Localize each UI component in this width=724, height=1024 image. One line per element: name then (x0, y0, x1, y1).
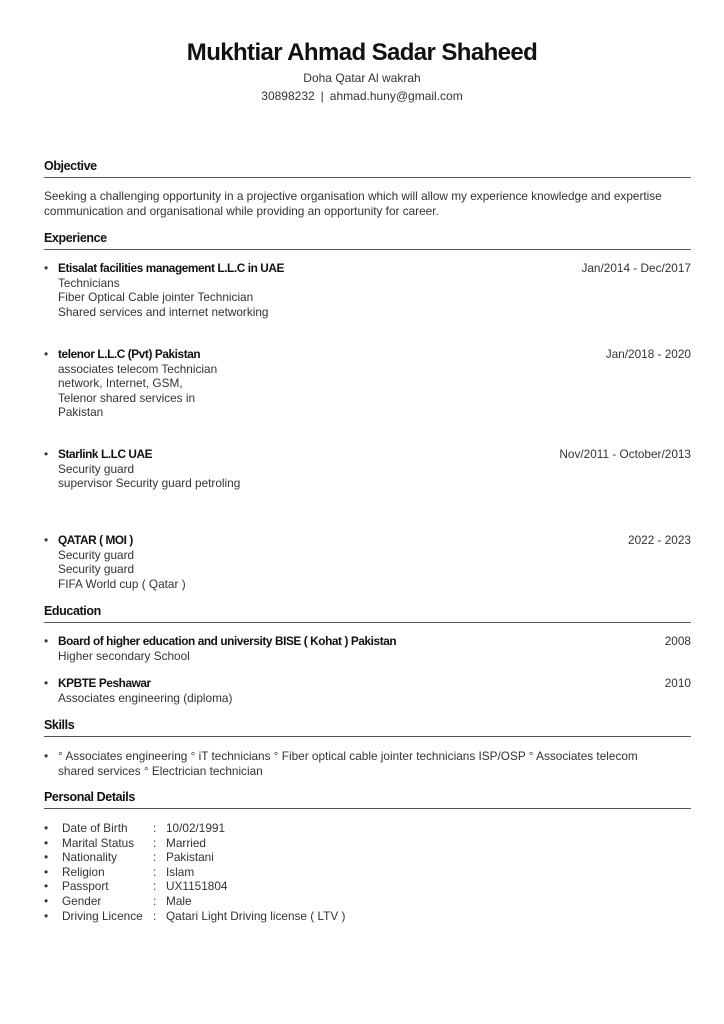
personal-detail-key: Religion (62, 864, 105, 879)
experience-entry (44, 447, 691, 491)
personal-detail-value: Pakistani (166, 850, 214, 865)
personal-detail-value: 10/02/1991 (166, 821, 226, 835)
skills-text-line: shared services ° Electrician technician (58, 763, 263, 778)
experience-entry (44, 261, 691, 319)
colon-separator: : (153, 864, 157, 879)
education-heading: Education (44, 604, 691, 623)
personal-details-heading: Personal Details (44, 790, 691, 809)
personal-detail-key: Marital Status (62, 835, 135, 850)
bullet-icon: • (44, 749, 49, 763)
experience-org: QATAR ( MOI ) (58, 533, 133, 547)
colon-separator: : (153, 850, 157, 865)
contact-line (0, 87, 724, 105)
education-institution: KPBTE Peshawar (58, 676, 151, 690)
experience-date: Jan/2018 - 2020 (605, 347, 691, 361)
experience-detail: Fiber Optical Cable jointer Technician (58, 290, 254, 304)
experience-detail: Shared services and internet networking (58, 304, 269, 319)
experience-heading: Experience (44, 231, 691, 250)
resume-header (0, 38, 724, 105)
personal-detail-value: Married (166, 835, 206, 850)
personal-detail-row (44, 879, 345, 894)
education-detail: Associates engineering (diploma) (58, 690, 233, 705)
bullet-icon: • (44, 634, 49, 648)
colon-separator: : (153, 908, 157, 923)
objective-text: Seeking a challenging opportunity in a projective organisation which will allow my experience knowledge and expertise communication and organisational while providing an opportunity for career. (44, 189, 662, 218)
bullet-icon: • (44, 676, 49, 690)
bullet-icon: • (44, 447, 49, 461)
personal-detail-row (44, 836, 345, 851)
colon-separator: : (153, 821, 157, 835)
personal-detail-row (44, 894, 345, 909)
education-entry (44, 676, 691, 705)
experience-org: Etisalat facilities management L.L.C in UAE (58, 261, 285, 275)
phone-number: 30898232 (261, 89, 315, 103)
experience-detail: associates telecom Technician (58, 361, 218, 376)
education-institution: Board of higher education and university BISE ( Kohat ) Pakistan (58, 634, 397, 648)
personal-detail-row (44, 865, 345, 880)
experience-detail: Security guard (58, 547, 135, 562)
experience-detail: Technicians (58, 275, 120, 290)
personal-detail-key: Date of Birth (62, 821, 128, 835)
experience-entry (44, 533, 691, 591)
personal-detail-value: Male (166, 893, 192, 908)
experience-detail: Security guard (58, 562, 135, 576)
colon-separator: : (153, 835, 157, 850)
bullet-icon: • (44, 864, 49, 879)
personal-detail-value: Islam (166, 864, 195, 879)
skills-entry (44, 749, 691, 778)
personal-detail-row (44, 850, 345, 865)
bullet-icon: • (44, 347, 49, 361)
personal-detail-key: Nationality (62, 850, 118, 865)
personal-detail-row (44, 821, 345, 836)
experience-entry (44, 347, 691, 420)
personal-detail-key: Passport (62, 879, 109, 894)
education-detail: Higher secondary School (58, 648, 190, 663)
experience-detail: network, Internet, GSM, (58, 376, 183, 390)
personal-details-list (44, 821, 345, 923)
objective-heading: Objective (44, 159, 691, 178)
colon-separator: : (153, 879, 157, 894)
personal-detail-value: Qatari Light Driving license ( LTV ) (166, 908, 346, 923)
experience-org: Starlink L.LC UAE (58, 447, 153, 461)
email-address: ahmad.huny@gmail.com (329, 89, 463, 103)
bullet-icon: • (44, 850, 49, 865)
education-entry (44, 634, 691, 663)
bullet-icon: • (44, 908, 49, 923)
bullet-icon: • (44, 835, 49, 850)
bullet-icon: • (44, 879, 49, 894)
bullet-icon: • (44, 893, 49, 908)
personal-detail-key: Gender (62, 893, 102, 908)
experience-detail: Security guard (58, 461, 135, 476)
experience-date: 2022 - 2023 (628, 533, 691, 547)
experience-date: Jan/2014 - Dec/2017 (581, 261, 691, 275)
bullet-icon: • (44, 821, 49, 835)
personal-detail-value: UX1151804 (166, 879, 228, 894)
experience-detail: Pakistan (58, 405, 104, 419)
candidate-name: Mukhtiar Ahmad Sadar Shaheed (186, 39, 538, 66)
colon-separator: : (153, 893, 157, 908)
experience-detail: FIFA World cup ( Qatar ) (58, 576, 186, 591)
skills-heading: Skills (44, 718, 691, 737)
experience-detail: supervisor Security guard petroling (58, 476, 241, 490)
bullet-icon: • (44, 533, 49, 547)
experience-org: telenor L.L.C (Pvt) Pakistan (58, 347, 201, 361)
personal-detail-key: Driving Licence (62, 908, 143, 923)
personal-detail-row (44, 909, 345, 924)
bullet-icon: • (44, 261, 49, 275)
candidate-address: Doha Qatar Al wakrah (303, 71, 421, 85)
contact-separator: | (320, 89, 324, 103)
experience-date: Nov/2011 - October/2013 (559, 447, 691, 461)
education-year: 2008 (664, 634, 691, 648)
education-year: 2010 (664, 676, 691, 690)
experience-detail: Telenor shared services in (58, 390, 196, 405)
skills-text-line: ° Associates engineering ° iT technicians ° Fiber optical cable jointer technicians ISP/OSP ° Associates telecom (58, 749, 638, 763)
